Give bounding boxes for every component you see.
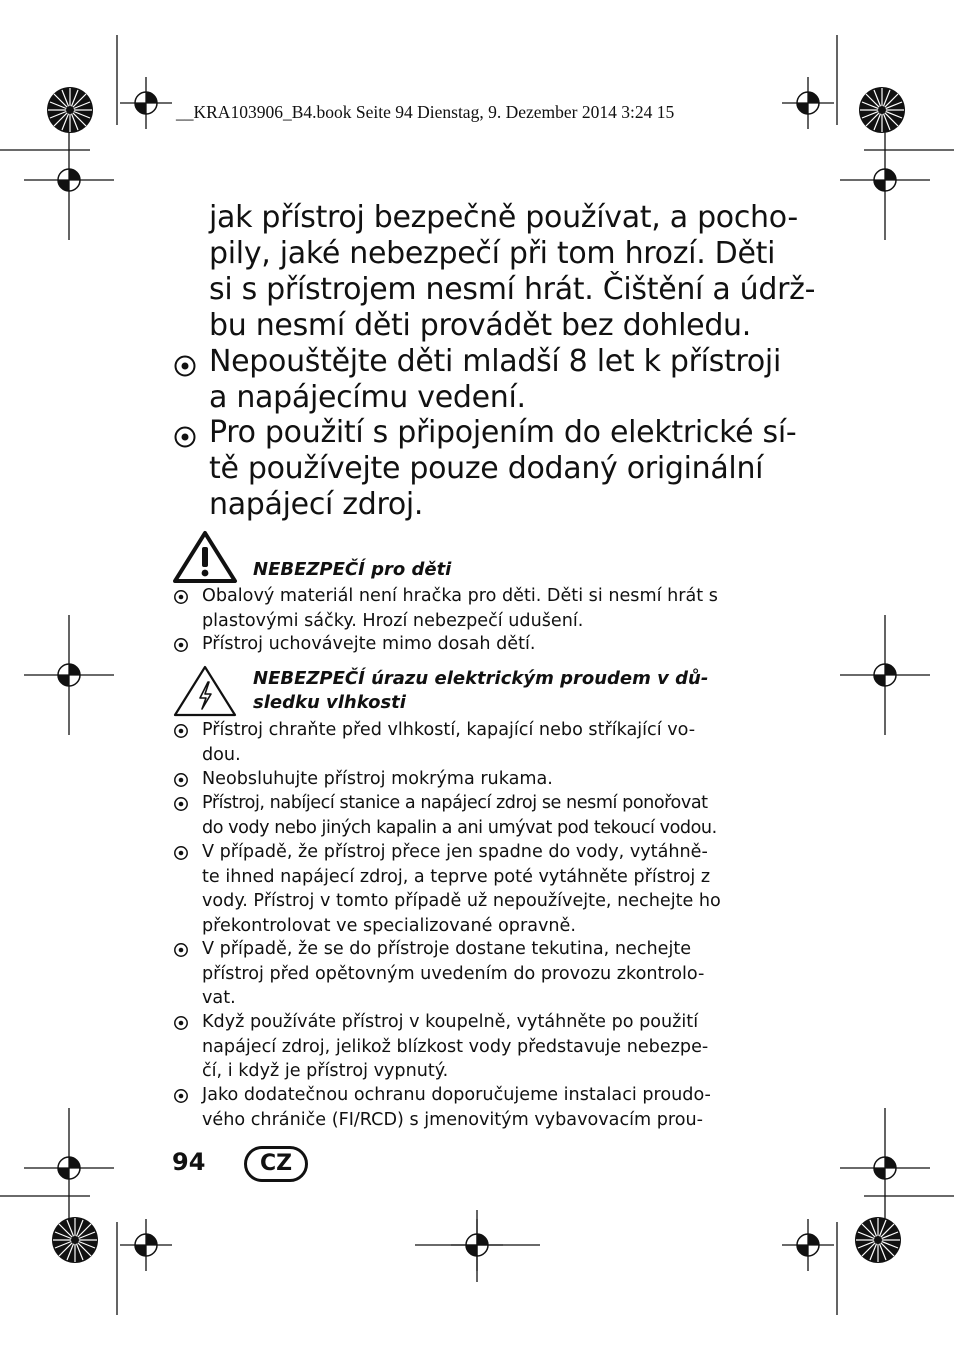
intro-paragraph	[209, 200, 816, 344]
text-line: Přístroj chraňte před vlhkostí, kapající nebo stříkající vo-	[202, 720, 696, 740]
file-header: __KRA103906_B4.book Seite 94 Dienstag, 9. Dezember 2014 3:24 15	[176, 102, 675, 122]
text-line: a napájecímu vedení.	[209, 380, 526, 415]
text-line: pily, jaké nebezpečí při tom hrozí. Děti	[209, 236, 776, 271]
page-number: 94	[172, 1148, 206, 1176]
list-item	[202, 718, 732, 767]
target-bullet-icon	[173, 772, 189, 788]
list-item	[202, 840, 732, 938]
list-item	[202, 584, 732, 633]
text-line: přístroj před opětovným uvedením do provozu zkontrolo-	[202, 963, 705, 984]
text-line: dou.	[202, 744, 241, 765]
target-bullet-icon	[173, 942, 189, 958]
high-voltage-triangle-icon	[172, 664, 238, 718]
text-line: te ihned napájecí zdroj, a teprve poté vytáhněte přístroj z	[202, 866, 711, 887]
text-line: si s přístrojem nesmí hrát. Čištění a údrž-	[209, 272, 816, 307]
text-line: vat.	[202, 988, 236, 1008]
language-badge: CZ	[244, 1146, 308, 1182]
text-line: Obalový materiál není hračka pro děti. Děti si nesmí hrát s	[202, 586, 718, 606]
list-item	[202, 1010, 732, 1084]
text-line: Když používáte přístroj v koupelně, vytáhněte po použití	[202, 1012, 699, 1032]
text-line: do vody nebo jiných kapalin a ani umývat pod tekoucí vodou.	[202, 817, 717, 838]
list-item	[202, 791, 732, 840]
list-item	[209, 415, 797, 523]
text-line: V případě, že přístroj přece jen spadne do vody, vytáhně-	[202, 842, 708, 862]
target-bullet-icon	[173, 796, 189, 812]
list-item	[202, 937, 732, 1011]
list-item	[202, 1083, 732, 1132]
list-item	[202, 632, 732, 657]
text-line: překontrolovat ve specializované opravně.	[202, 915, 576, 936]
target-bullet-icon	[173, 637, 189, 653]
target-bullet-icon	[173, 1015, 189, 1031]
text-line: Pro použití s připojením do elektrické sí-	[209, 415, 797, 450]
text-line: V případě, že se do přístroje dostane tekutina, nechejte	[202, 939, 692, 959]
warning-title: NEBEZPEČÍ úrazu elektrickým proudem v dů- sledku vlhkosti	[253, 668, 709, 713]
list-item	[209, 344, 781, 416]
list-item	[202, 767, 732, 792]
target-bullet-icon	[173, 589, 189, 605]
text-line: Přístroj, nabíjecí stanice a napájecí zdroj se nesmí ponořovat	[202, 793, 708, 813]
warning-title: NEBEZPEČÍ pro děti	[253, 559, 452, 580]
text-line: čí, i když je přístroj vypnutý.	[202, 1061, 449, 1081]
text-line: napájecí zdroj.	[209, 487, 424, 522]
text-line: Nepouštějte děti mladší 8 let k přístroji	[209, 344, 781, 379]
text-line: plastovými sáčky. Hrozí nebezpečí udušení.	[202, 610, 584, 631]
text-line: Jako dodatečnou ochranu doporučujeme instalaci proudo-	[202, 1085, 711, 1105]
text-line: jak přístroj bezpečně používat, a pocho-	[209, 200, 798, 235]
text-line: tě používejte pouze dodaný originální	[209, 451, 764, 486]
target-bullet-icon	[173, 723, 189, 739]
text-line: vody. Přístroj v tomto případě už nepoužívejte, nechejte ho	[202, 891, 721, 911]
text-line: napájecí zdroj, jelikož blízkost vody představuje nebezpe-	[202, 1036, 709, 1057]
text-line: vého chrániče (FI/RCD) s jmenovitým vybavovacím prou-	[202, 1109, 704, 1130]
text-line: Přístroj uchovávejte mimo dosah dětí.	[202, 634, 536, 654]
text-line: Neobsluhujte přístroj mokrýma rukama.	[202, 769, 553, 789]
warning-triangle-icon	[172, 530, 238, 584]
target-bullet-icon	[173, 425, 197, 449]
target-bullet-icon	[173, 354, 197, 378]
target-bullet-icon	[173, 1088, 189, 1104]
target-bullet-icon	[173, 845, 189, 861]
text-line: bu nesmí děti provádět bez dohledu.	[209, 308, 752, 343]
